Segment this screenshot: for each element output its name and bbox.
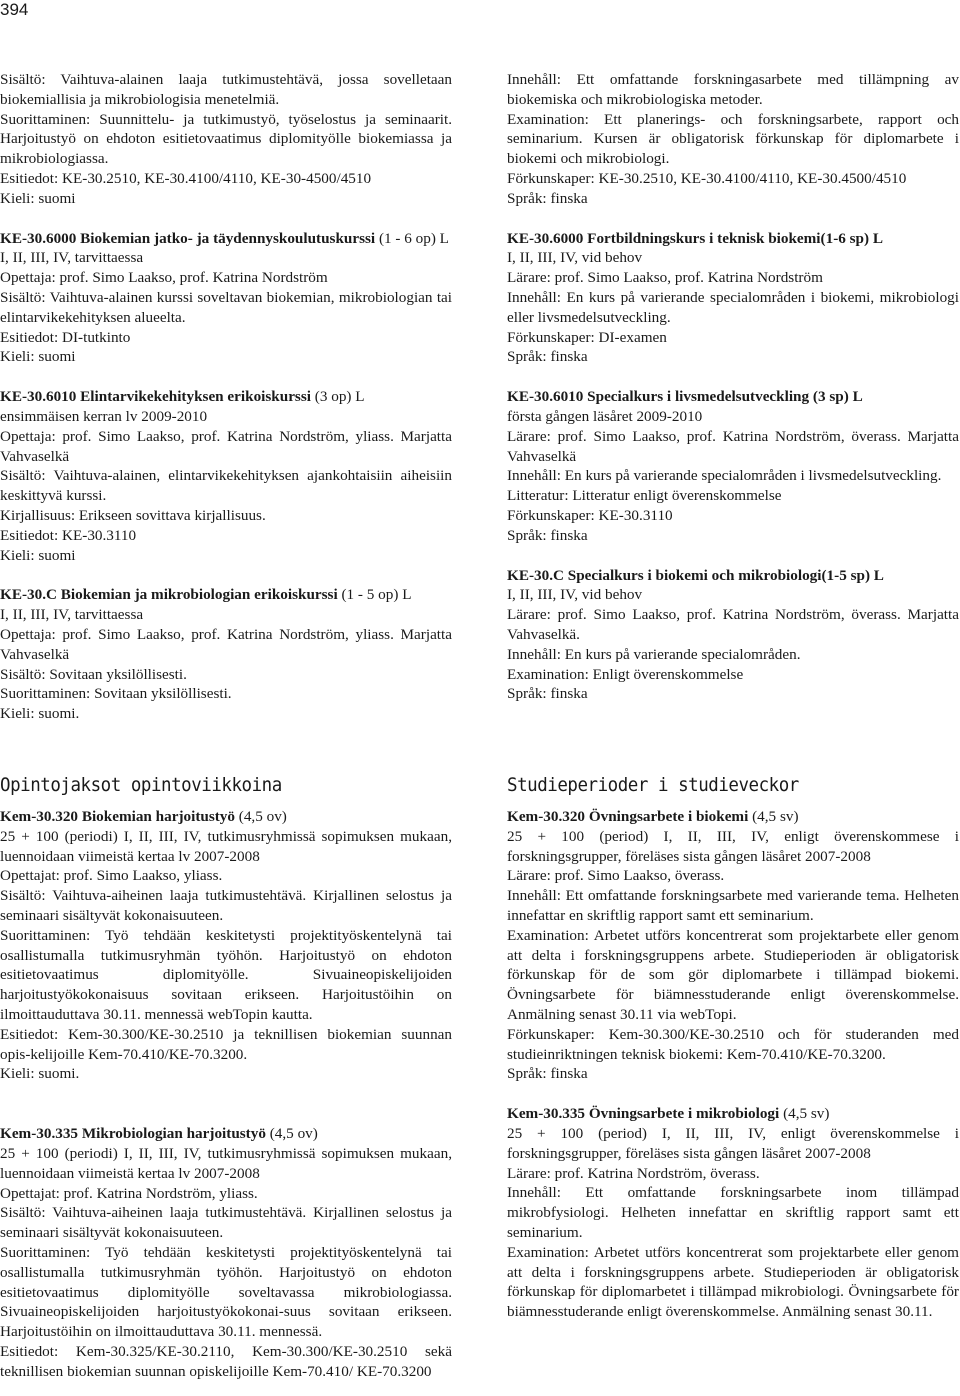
course-line: Lärare: prof. Simo Laakso, prof. Katrina Nordström, överass. Marjatta Vahvaselkä. — [507, 606, 959, 643]
course-line: Opettajat: prof. Simo Laakso, yliass. — [0, 867, 223, 885]
course-heading — [507, 807, 959, 827]
section-heading-finnish: Opintojaksot opintoviikkoina — [0, 774, 282, 796]
course-title: Biokemian harjoitustyö — [81, 808, 235, 825]
course-line: Lärare: prof. Simo Laakso, prof. Katrina Nordström, överass. Marjatta Vahvaselkä — [507, 427, 959, 465]
course-line: Suorittaminen: Sovitaan yksilöllisesti. — [0, 685, 232, 703]
course-code: KE-30.6000 — [507, 229, 584, 247]
course-line: Innehåll: En kurs på varierande specialområden i livsmedelsutveckling. — [507, 467, 942, 485]
course-line: Lärare: prof. Simo Laakso, överass. — [507, 867, 725, 885]
course-line: Språk: finska — [507, 526, 588, 544]
intro-paragraph: Esitiedot: KE-30.2510, KE-30.4100/4110, KE-30-4500/4510 — [0, 169, 372, 187]
course-heading — [0, 1124, 452, 1144]
course-line: Innehåll: Ett omfattande forskningsarbete med varierande tema. Helheten innefattar en skriftlig rapport samt ett seminarium. — [507, 887, 959, 924]
course-title: Elintarvikekehityksen erikoiskurssi — [80, 388, 311, 406]
intro-paragraph: Kieli: suomi — [0, 189, 76, 207]
course-code: Kem-30.320 — [0, 808, 79, 825]
left-column-top — [0, 70, 452, 724]
section-heading-swedish: Studieperioder i studieveckor — [507, 774, 799, 796]
course-title: Specialkurs i livsmedelsutveckling — [587, 388, 810, 406]
course-credits: (4,5 sv) — [783, 1105, 830, 1123]
course-title: Biokemian ja mikrobiologian erikoiskurssi — [60, 586, 338, 604]
course-line: Examination: Arbetet utförs koncentrerat som projektarbete eller genom att delta i forskningsgruppens arbete. Studieperioden är obligatorisk förkunskap för de som gör diplomarbete i tillämpad biokemi. Övningsarbete för biämnesstuderande enligt överenskommelse. Anmälning senast 30.11 via webTopi. — [507, 926, 959, 1023]
course-line: 25 + 100 (periodi) I, II, III, IV, tutkimusryhmissä sopimuksen mukaan, luennoidaan viimeistä kertaa lv 2007-2008 — [0, 1144, 452, 1182]
course-heading — [0, 807, 452, 827]
course-title: Mikrobiologian harjoitustyö — [81, 1125, 266, 1143]
course-title: Specialkurs i biokemi och mikrobiologi — [567, 566, 822, 584]
course-line: 25 + 100 (periodi) I, II, III, IV, tutkimusryhmissä sopimuksen mukaan, luennoidaan viimeistä kertaa lv 2007-2008 — [0, 827, 452, 865]
course-line: Innehåll: Ett omfattande forskningsarbete inom tillämpad mikrobfysiologi. Helheten innefattar en skriftlig rapport samt ett seminarium. — [507, 1184, 959, 1241]
course-code: Kem-30.335 — [507, 1105, 586, 1123]
course-line: Språk: finska — [507, 685, 588, 703]
course-line: Språk: finska — [507, 1065, 588, 1083]
course-line: Lärare: prof. Simo Laakso, prof. Katrina Nordström — [507, 269, 823, 287]
intro-paragraph: Språk: finska — [507, 189, 588, 207]
course-code: KE-30.C — [0, 586, 57, 604]
course-line: Sisältö: Vaihtuva-alainen kurssi soveltavan biokemian, mikrobiologian tai elintarvikekehityksen alueelta. — [0, 288, 452, 326]
course-line: Esitiedot: DI-tutkinto — [0, 328, 131, 346]
course-title: Övningsarbete i mikrobiologi — [588, 1105, 780, 1123]
course-line: Examination: Arbetet utförs koncentrerat som projektarbete eller genom att delta i forskningsgruppens arbete. Studieperioden är obligatorisk förkunskap för diplomarbetet i tillämpad mikrobiologi. Övningsarbete för biämnesstuderande enligt överenskommelse. Anmälning senast 30.11. — [507, 1243, 959, 1321]
course-line: ensimmäisen kerran lv 2009-2010 — [0, 407, 208, 425]
course-line: Kieli: suomi — [0, 348, 76, 366]
course-line: Opettaja: prof. Simo Laakso, prof. Katrina Nordström, yliass. Marjatta Vahvaselkä — [0, 427, 452, 465]
course-line: Lärare: prof. Katrina Nordström, överass. — [507, 1164, 760, 1182]
course-line: Esitiedot: Kem-30.325/KE-30.2110, Kem-30.300/KE-30.2510 sekä teknillisen biokemian suunnan opiskelijoille Kem-70.410/ KE-70.3200 — [0, 1342, 452, 1380]
course-heading — [0, 387, 452, 407]
course-line: Litteratur: Litteratur enligt överenskommelse — [507, 487, 782, 505]
course-credits: (1 - 6 op) L — [378, 229, 449, 247]
course-line: Kieli: suomi. — [0, 1065, 80, 1083]
course-heading — [507, 1104, 959, 1124]
course-line: I, II, III, IV, tarvittaessa — [0, 606, 144, 624]
course-credits: (4,5 sv) — [752, 808, 799, 825]
course-title: Fortbildningskurs i teknisk biokemi — [587, 229, 821, 247]
course-code: KE-30.6010 — [507, 388, 584, 406]
course-title: Biokemian jatko- ja täydennyskoulutuskurssi — [80, 229, 376, 247]
course-credits: (3 sp) L — [812, 388, 863, 406]
course-line: Sisältö: Vaihtuva-alainen, elintarvikekehityksen ajankohtaisiin aiheisiin keskittyvä kurssi. — [0, 467, 452, 505]
intro-paragraph: Innehåll: Ett omfattande forskningasarbete med tillämpning av biokemiska och mikrobiologiska metoder. — [507, 71, 959, 108]
course-line: första gången läsåret 2009-2010 — [507, 407, 703, 425]
course-line: Suorittaminen: Työ tehdään keskitetysti projektityöskentelynä tai osallistumalla tutkimusryhmän työhön. Harjoitustyö on ehdoton esitietovaatimus diplomityölle soveltavassa mikrobiologiassa. Sivuaineopiskelijoiden harjoitustyökokonai-suus sovitaan erikseen. Harjoitustöihin on ilmoittauduttava 30.11. mennessä. — [0, 1243, 452, 1341]
course-line: Språk: finska — [507, 348, 588, 366]
page-number: 394 — [0, 0, 29, 19]
course-credits: (3 op) L — [314, 388, 365, 406]
course-line: Kieli: suomi — [0, 546, 76, 564]
course-code: Kem-30.320 — [507, 808, 586, 825]
course-line: Innehåll: En kurs på varierande specialområden i biokemi, mikrobiologi eller livsmedelsutveckling. — [507, 288, 959, 326]
course-line: Förkunskaper: DI-examen — [507, 328, 667, 346]
course-line: Sisältö: Vaihtuva-aiheinen laaja tutkimustehtävä. Kirjallinen selostus ja seminaari sisältyvät kokonaisuuteen. — [0, 887, 452, 924]
course-credits: (4,5 ov) — [269, 1125, 318, 1143]
course-title: Övningsarbete i biokemi — [588, 808, 749, 825]
course-line: Esitiedot: Kem-30.300/KE-30.2510 ja teknillisen biokemian suunnan opis-kelijoille Kem-70.410/KE-70.3200. — [0, 1025, 452, 1063]
course-heading — [507, 229, 959, 249]
course-line: Esitiedot: KE-30.3110 — [0, 526, 137, 544]
course-code: KE-30.6010 — [0, 388, 77, 406]
course-line: 25 + 100 (period) I, II, III, IV, enligt överenskommelse i forskningsgrupper, föreläses sista gången läsåret 2007-2008 — [507, 1124, 959, 1162]
course-line: Kirjallisuus: Erikseen sovittava kirjallisuus. — [0, 506, 266, 524]
course-code: Kem-30.335 — [0, 1125, 79, 1143]
course-line: Innehåll: En kurs på varierande specialområden. — [507, 645, 801, 663]
course-line: Suorittaminen: Työ tehdään keskitetysti projektityöskentelynä tai osallistumalla tutkimusryhmän työhön. Harjoitustyö on ehdoton esitietovaatimus diplomityölle. Sivuaineopiskelijoiden harjoitustyökokonaisuus sovitaan erikseen. Harjoitustöihin on ilmoittauduttava 30.11. mennessä webTopin kautta. — [0, 926, 452, 1023]
course-line: Sisältö: Sovitaan yksilöllisesti. — [0, 665, 187, 683]
course-heading — [507, 387, 959, 407]
course-line: Förkunskaper: KE-30.3110 — [507, 506, 673, 524]
course-credits: (4,5 ov) — [238, 808, 287, 825]
course-line: Opettajat: prof. Katrina Nordström, yliass. — [0, 1184, 258, 1202]
course-line: Sisältö: Vaihtuva-aiheinen laaja tutkimustehtävä. Kirjallinen selostus ja seminaari sisältyvät kokonaisuuteen. — [0, 1204, 452, 1242]
course-code: KE-30.C — [507, 566, 564, 584]
course-line: I, II, III, IV, vid behov — [507, 249, 643, 267]
right-column-top — [507, 70, 959, 704]
course-line: Opettaja: prof. Simo Laakso, prof. Katrina Nordström — [0, 269, 328, 287]
course-line: 25 + 100 (period) I, II, III, IV, enligt överenskommese i forskningsgrupper, föreläses sista gången läsåret 2007-2008 — [507, 827, 959, 865]
intro-paragraph: Suorittaminen: Suunnittelu- ja tutkimustyö, työselostus ja seminaarit. Harjoitustyö on ehdoton esitietovaatimus diplomityölle biokemiassa ja mikrobiologiassa. — [0, 110, 452, 168]
course-line: Examination: Enligt överenskommelse — [507, 665, 744, 683]
course-credits: (1-6 sp) L — [820, 229, 883, 247]
intro-paragraph: Förkunskaper: KE-30.2510, KE-30.4100/4110, KE-30.4500/4510 — [507, 169, 907, 187]
left-column-bottom — [0, 807, 452, 1382]
course-credits: (1-5 sp) L — [821, 566, 884, 584]
course-line: I, II, III, IV, tarvittaessa — [0, 249, 144, 267]
course-line: Förkunskaper: Kem-30.300/KE-30.2510 och för studeranden med studieinriktningen teknisk biokemi: Kem-70.410/KE-70.3200. — [507, 1025, 959, 1063]
course-line: Kieli: suomi. — [0, 705, 80, 723]
course-heading — [0, 229, 452, 249]
intro-paragraph: Examination: Ett planerings- och forskningsarbete, rapport och seminarium. Kursen är obligatorisk förkunskap för diplomarbete i biokemi och mikrobiologi. — [507, 110, 959, 168]
course-heading — [507, 566, 959, 586]
course-heading — [0, 585, 452, 605]
intro-paragraph: Sisältö: Vaihtuva-alainen laaja tutkimustehtävä, jossa sovelletaan biokemiallisia ja mikrobiologisia menetelmiä. — [0, 71, 452, 108]
right-column-bottom — [507, 807, 959, 1322]
course-line: Opettaja: prof. Simo Laakso, prof. Katrina Nordström, yliass. Marjatta Vahvaselkä — [0, 625, 452, 663]
course-line: I, II, III, IV, vid behov — [507, 586, 643, 604]
course-credits: (1 - 5 op) L — [341, 586, 412, 604]
course-code: KE-30.6000 — [0, 229, 77, 247]
